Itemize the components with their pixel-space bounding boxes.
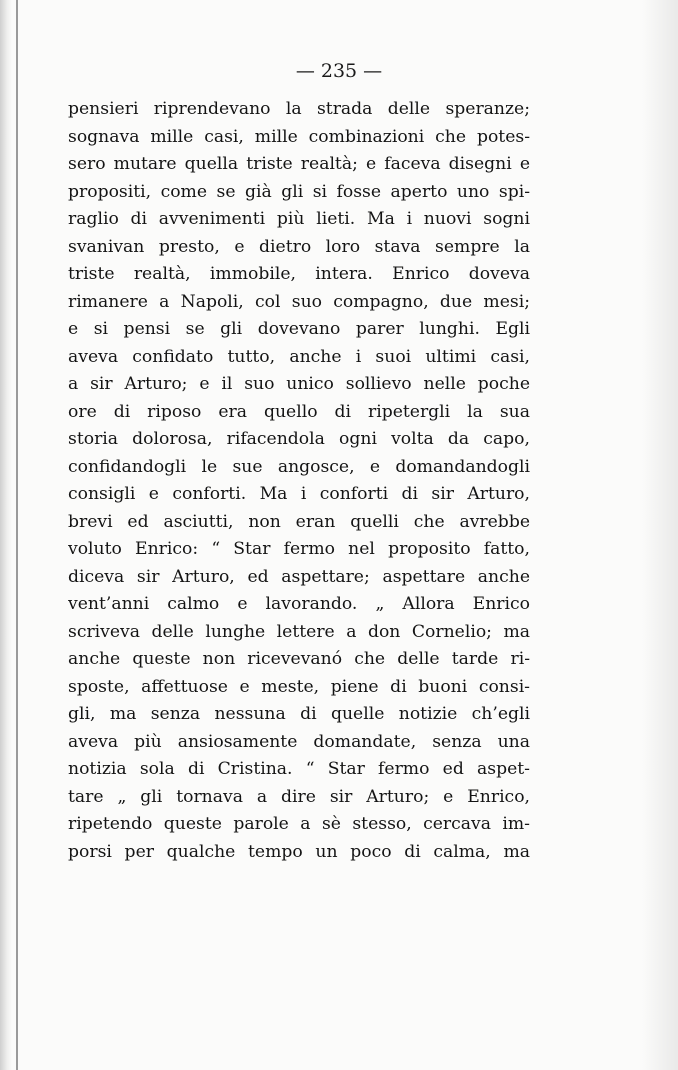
text-line: sognava mille casi, mille combinazioni che potes- — [68, 126, 530, 147]
text-line: tare „ gli tornava a dire sir Arturo; e Enrico, — [68, 786, 530, 807]
page-spine-shadow — [0, 0, 12, 1070]
text-line: consigli e conforti. Ma i conforti di sir Arturo, — [68, 484, 530, 504]
text-line: triste realtà, immobile, intera. Enrico doveva — [68, 264, 530, 284]
text-line: scriveva delle lunghe lettere a don Cornelio; ma — [68, 621, 530, 642]
page-number: — 235 — — [295, 60, 383, 82]
text-line: sposte, affettuose e meste, piene di buoni consi- — [68, 676, 530, 697]
text-line: gli, ma senza nessuna di quelle notizie ch’egli — [68, 704, 530, 724]
text-line: diceva sir Arturo, ed aspettare; aspettare anche — [68, 566, 530, 587]
text-line: notizia sola di Cristina. “ Star fermo ed aspet- — [68, 759, 530, 779]
text-line: rimanere a Napoli, col suo compagno, due mesi; — [68, 291, 530, 312]
page-edge-shading — [642, 0, 678, 1070]
text-line: aveva confidato tutto, anche i suoi ultimi casi, — [68, 346, 530, 367]
text-line: vent’anni calmo e lavorando. „ Allora Enrico — [68, 594, 530, 614]
text-line: storia dolorosa, rifacendola ogni volta da capo, — [68, 429, 530, 449]
text-line: ore di riposo era quello di ripetergli la sua — [68, 401, 530, 422]
text-line: ripetendo queste parole a sè stesso, cercava im- — [68, 814, 530, 834]
page-gutter-line — [16, 0, 18, 1070]
text-line: porsi per qualche tempo un poco di calma, ma — [68, 841, 530, 862]
body-text — [68, 96, 530, 866]
text-line: brevi ed asciutti, non eran quelli che avrebbe — [68, 511, 530, 532]
text-line: propositi, come se già gli si fosse aperto uno spi- — [68, 181, 530, 202]
text-line: voluto Enrico: “ Star fermo nel proposito fatto, — [68, 539, 530, 559]
text-line: aveva più ansiosamente domandate, senza una — [68, 731, 530, 752]
text-line: anche queste non ricevevanó che delle tarde ri- — [68, 649, 530, 669]
text-line: sero mutare quella triste realtà; e faceva disegni e — [68, 154, 530, 174]
text-line: a sir Arturo; e il suo unico sollievo nelle poche — [68, 374, 530, 394]
text-line: confidandogli le sue angosce, e domandandogli — [68, 456, 530, 477]
text-line: pensieri riprendevano la strada delle speranze; — [68, 99, 530, 119]
text-line: e si pensi se gli dovevano parer lunghi. Egli — [68, 319, 530, 339]
text-line: raglio di avvenimenti più lieti. Ma i nuovi sogni — [68, 209, 530, 229]
text-line: svanivan presto, e dietro loro stava sempre la — [68, 236, 530, 257]
